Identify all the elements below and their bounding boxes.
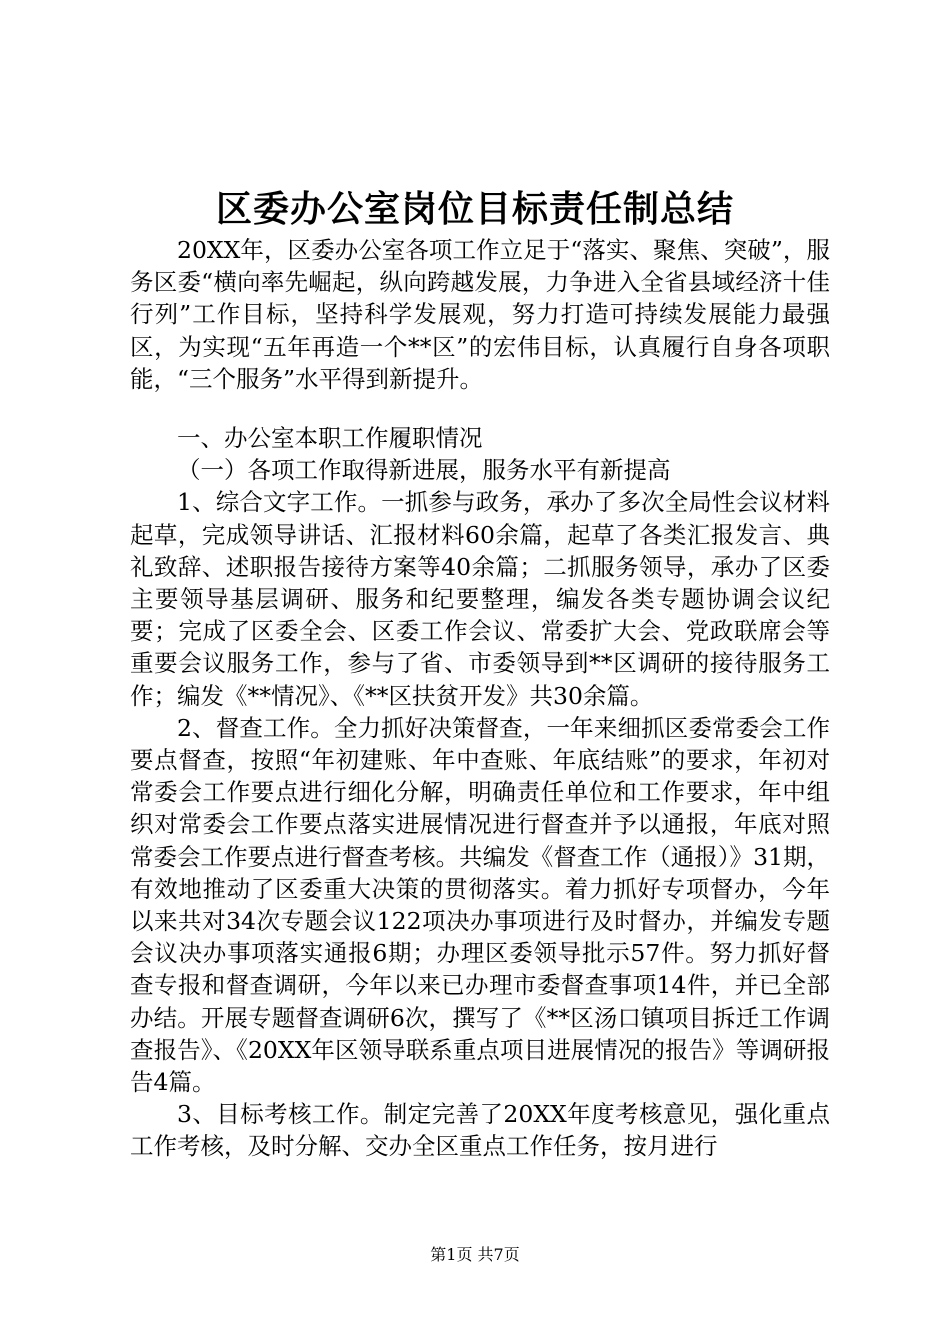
paragraph-assessment-work: 3、目标考核工作。制定完善了20XX年度考核意见，强化重点工作考核，及时分解、交办全区重点工作任务，按月进行 bbox=[130, 1100, 830, 1161]
document-title: 区委办公室岗位目标责任制总结 bbox=[215, 188, 734, 230]
intro-paragraph: 20XX年，区委办公室各项工作立足于“落实、聚焦、突破”，服务区委“横向率先崛起，纵向跨越发展，力争进入全省县域经济十佳行列”工作目标，坚持科学发展观，努力打造可持续发展能力最强区，为实现“五年再造一个**区”的宏伟目标，认真履行自身各项职能，“三个服务”水平得到新提升。 bbox=[130, 236, 830, 393]
paragraph-writing-work: 1、综合文字工作。一抓参与政务，承办了多次全局性会议材料起草，完成领导讲话、汇报材料60余篇，起草了各类汇报发言、典礼致辞、述职报告接待方案等40余篇；二抓服务领导，承办了区委主要领导基层调研、服务和纪要整理，编发各类专题协调会议纪要；完成了区委全会、区委工作会议、常委扩大会、党政联席会等重要会议服务工作，参与了省、市委领导到**区调研的接待服务工作；编发《**情况》、《**区扶贫开发》共30余篇。 bbox=[130, 488, 830, 710]
paragraph-supervision-work: 2、督查工作。全力抓好决策督查，一年来细抓区委常委会工作要点督查，按照“年初建账、年中查账、年底结账”的要求，年初对常委会工作要点进行细化分解，明确责任单位和工作要求，年中组织对常委会工作要点落实进展情况进行督查并予以通报，年底对照常委会工作要点进行督查考核。共编发《督查工作（通报）》31期，有效地推动了区委重大决策的贯彻落实。着力抓好专项督办，今年以来共对34次专题会议122项决办事项进行及时督办，并编发专题会议决办事项落实通报6期；办理区委领导批示57件。努力抓好督查专报和督查调研，今年以来已办理市委督查事项14件，并已全部办结。开展专题督查调研6次，撰写了《**区汤口镇项目拆迁工作调查报告》、《20XX年区领导联系重点项目进展情况的报告》等调研报告4篇。 bbox=[130, 713, 830, 1097]
section-heading: 一、办公室本职工作履职情况 bbox=[177, 424, 483, 453]
page-footer: 第1页 共7页 bbox=[430, 1245, 520, 1264]
subsection-heading: （一）各项工作取得新进展，服务水平有新提高 bbox=[177, 456, 671, 485]
document-body bbox=[130, 234, 830, 1163]
